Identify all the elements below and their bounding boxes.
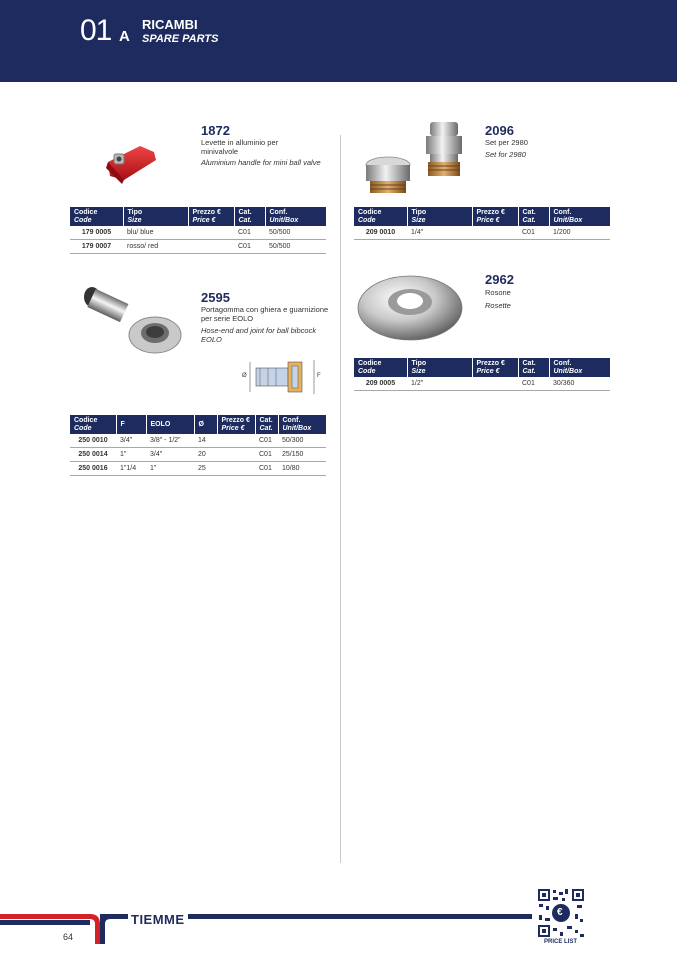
col-header: Conf. Unit/Box [278, 415, 326, 434]
col-header: Codice Code [70, 207, 123, 226]
page-number: 64 [63, 932, 74, 942]
diagram-label-diameter: Ø [242, 373, 247, 379]
cell-box: 30/360 [549, 377, 610, 391]
valve-set-image [360, 120, 470, 200]
brand-logo: TIEMME [128, 912, 188, 927]
table-row [70, 240, 326, 254]
product-desc-it-2962: Rosone [485, 288, 511, 297]
cell-box: 25/150 [278, 448, 326, 462]
cell-code: 209 0010 [354, 226, 407, 240]
qr-code[interactable] [537, 888, 585, 938]
product-desc-it-2595: Portagomma con ghiera e guarnizione per serie EOLO [201, 305, 329, 323]
cell-diameter: 25 [194, 462, 217, 476]
table-row [354, 377, 610, 391]
table-header-row [354, 207, 610, 226]
cell-cat: C01 [234, 226, 265, 240]
cell-code: 250 0010 [70, 434, 116, 448]
cell-size: rosso/ red [123, 240, 188, 254]
section-title-en: SPARE PARTS [142, 33, 219, 45]
col-header: EOLO [146, 415, 194, 434]
col-header: F [116, 415, 146, 434]
product-code-2962: 2962 [485, 272, 514, 287]
cell-price [188, 240, 234, 254]
rosette-image [355, 268, 465, 343]
cell-box: 10/80 [278, 462, 326, 476]
table-row [70, 434, 326, 448]
table-header-row [70, 207, 326, 226]
price-table-1872 [70, 207, 326, 254]
cell-code: 250 0016 [70, 462, 116, 476]
product-desc-it-1872: Levette in alluminio per minivalvole [201, 138, 279, 156]
table-row [354, 226, 610, 240]
cell-price [217, 448, 255, 462]
price-table-2096 [354, 207, 610, 240]
product-desc-en-2595: Hose-end and joint for ball bibcock EOLO [201, 326, 317, 344]
cell-code: 209 0005 [354, 377, 407, 391]
cell-f: 3/4" [116, 434, 146, 448]
product-code-2595: 2595 [201, 290, 230, 305]
product-desc-en-2962: Rosette [485, 301, 511, 310]
cell-cat: C01 [255, 434, 278, 448]
hose-end-image [80, 283, 185, 358]
col-header: Codice Code [354, 358, 407, 377]
price-table-2962 [354, 358, 610, 391]
col-header: Prezzo € Price € [217, 415, 255, 434]
cell-eolo: 3/4" [146, 448, 194, 462]
product-desc-it-2096: Set per 2980 [485, 138, 528, 147]
cell-size: 1/4" [407, 226, 472, 240]
section-letter: A [119, 28, 130, 45]
col-header: Codice Code [354, 207, 407, 226]
col-header: Tipo Size [407, 358, 472, 377]
cell-box: 50/300 [278, 434, 326, 448]
cell-box: 50/500 [265, 226, 326, 240]
col-header: Tipo Size [123, 207, 188, 226]
col-header: Cat. Cat. [255, 415, 278, 434]
section-title-it: RICAMBI [142, 17, 198, 32]
cell-code: 250 0014 [70, 448, 116, 462]
page-header [0, 0, 677, 82]
cell-price [472, 226, 518, 240]
col-header: Prezzo € Price € [188, 207, 234, 226]
cell-code: 179 0007 [70, 240, 123, 254]
cell-eolo: 1" [146, 462, 194, 476]
col-header: Prezzo € Price € [472, 358, 518, 377]
cell-price [217, 434, 255, 448]
col-header: Conf. Unit/Box [265, 207, 326, 226]
product-desc-en-1872: Aluminium handle for mini ball valve [201, 158, 321, 167]
qr-euro-symbol: € [557, 907, 563, 918]
product-desc-en-2096: Set for 2980 [485, 150, 526, 159]
column-divider [340, 135, 341, 863]
col-header: Prezzo € Price € [472, 207, 518, 226]
cell-diameter: 14 [194, 434, 217, 448]
red-handle-image [100, 140, 160, 190]
col-header: Cat. Cat. [518, 358, 549, 377]
cell-f: 1"1/4 [116, 462, 146, 476]
cell-cat: C01 [518, 226, 549, 240]
cell-box: 1/200 [549, 226, 610, 240]
table-header-row [70, 415, 326, 434]
col-header: Tipo Size [407, 207, 472, 226]
col-header: Conf. Unit/Box [549, 358, 610, 377]
col-header: Ø [194, 415, 217, 434]
col-header: Cat. Cat. [518, 207, 549, 226]
cell-eolo: 3/8" - 1/2" [146, 434, 194, 448]
table-row [70, 448, 326, 462]
cell-cat: C01 [518, 377, 549, 391]
table-row [70, 462, 326, 476]
cell-cat: C01 [234, 240, 265, 254]
cell-cat: C01 [255, 462, 278, 476]
cell-price [472, 377, 518, 391]
cell-box: 50/500 [265, 240, 326, 254]
table-header-row [354, 358, 610, 377]
col-header: Cat. Cat. [234, 207, 265, 226]
product-code-1872: 1872 [201, 123, 230, 138]
cell-size: 1/2" [407, 377, 472, 391]
cell-price [188, 226, 234, 240]
cell-f: 1" [116, 448, 146, 462]
col-header: Codice Code [70, 415, 116, 434]
table-row [70, 226, 326, 240]
price-list-label: PRICE LIST [544, 939, 578, 945]
cell-price [217, 462, 255, 476]
diagram-label-f: F [317, 373, 321, 379]
cell-diameter: 20 [194, 448, 217, 462]
price-table-2595 [70, 415, 326, 476]
hose-end-diagram [240, 356, 325, 398]
cell-cat: C01 [255, 448, 278, 462]
section-number: 01 [80, 14, 112, 47]
cell-code: 179 0005 [70, 226, 123, 240]
product-code-2096: 2096 [485, 123, 514, 138]
cell-size: blu/ blue [123, 226, 188, 240]
col-header: Conf. Unit/Box [549, 207, 610, 226]
